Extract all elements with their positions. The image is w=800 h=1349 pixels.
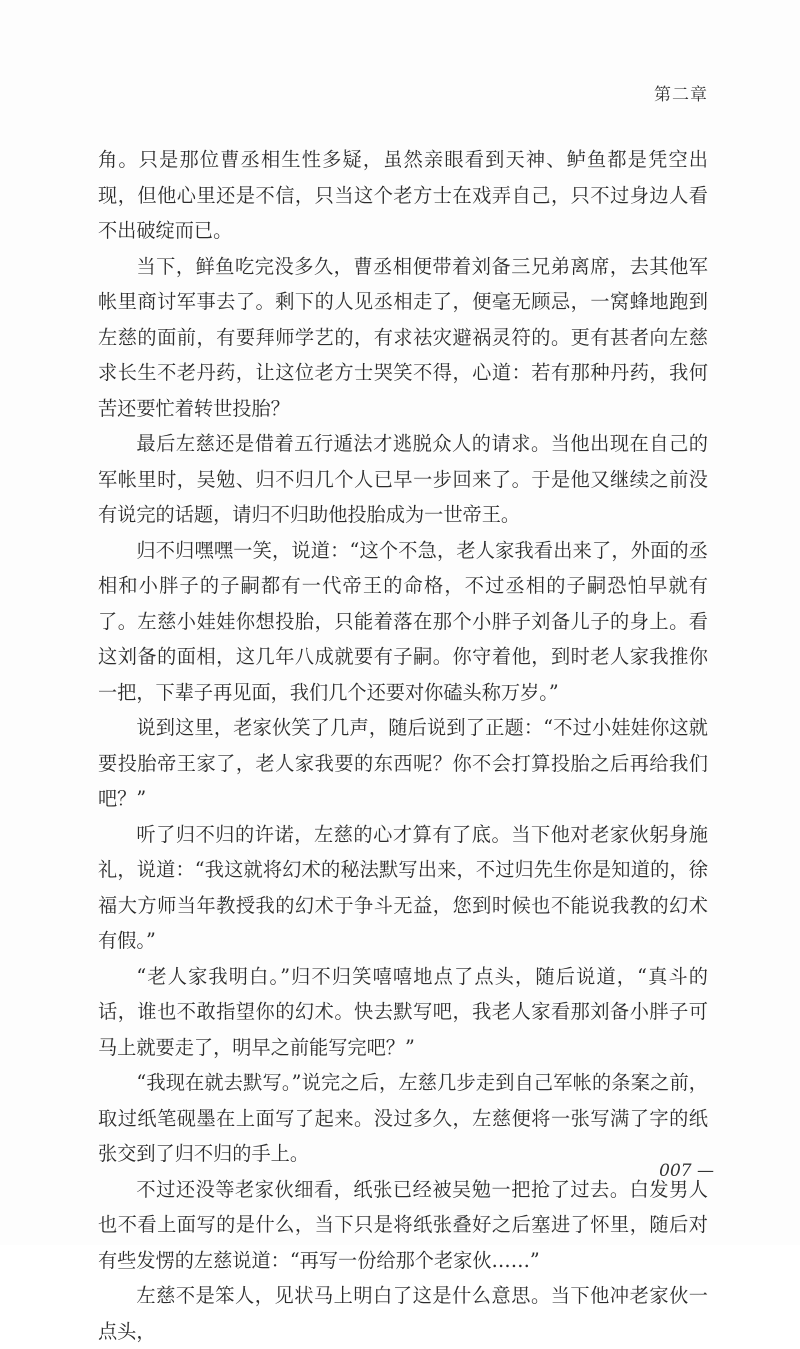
paragraph: 说到这里，老家伙笑了几声，随后说到了正题：“不过小娃娃你这就要投胎帝王家了，老人家我要的东西呢？你不会打算投胎之后再给我们吧？” (98, 716, 708, 810)
paragraph: “老人家我明白。”归不归笑嘻嘻地点了点头，随后说道，“真斗的话，谁也不敢指望你的幻术。快去默写吧，我老人家看那刘备小胖子可马上就要走了，明早之前能写完吧？” (98, 964, 708, 1059)
paragraph: 角。只是那位曹丞相生性多疑，虽然亲眼看到天神、鲈鱼都是凭空出现，但他心里还是不信，只当这个老方士在戏弄自己，只不过身边人看不出破绽而已。 (98, 148, 708, 242)
paragraph: 左慈不是笨人，见状马上明白了这是什么意思。当下他冲老家伙一点头， (98, 1284, 708, 1343)
paragraph: 最后左慈还是借着五行遁法才逃脱众人的请求。当他出现在自己的军帐里时，吴勉、归不归几个人已早一步回来了。于是他又继续之前没有说完的话题，请归不归助他投胎成为一世帝王。 (98, 432, 708, 526)
page-number: 007 — (659, 1161, 714, 1181)
paragraph: 归不归嘿嘿一笑，说道：“这个不急，老人家我看出来了，外面的丞相和小胖子的子嗣都有一代帝王的命格，不过丞相的子嗣恐怕早就有了。左慈小娃娃你想投胎，只能着落在那个小胖子刘备儿子的身上。看这刘备的面相，这几年八成就要有子嗣。你守着他，到时老人家我推你一把，下辈子再见面，我们几个还要对你磕头称万岁。” (98, 538, 708, 704)
paragraph: 当下，鲜鱼吃完没多久，曹丞相便带着刘备三兄弟离席，去其他军帐里商讨军事去了。剩下的人见丞相走了，便毫无顾忌，一窝蜂地跑到左慈的面前，有要拜师学艺的，有求祛灾避祸灵符的。更有甚者向左慈求长生不老丹药，让这位老方士哭笑不得，心道：若有那种丹药，我何苦还要忙着转世投胎？ (98, 254, 708, 420)
chapter-running-header: 第二章 (654, 85, 708, 105)
paragraph: 听了归不归的许诺，左慈的心才算有了底。当下他对老家伙躬身施礼，说道：“我这就将幻术的秘法默写出来，不过归先生你是知道的，徐福大方师当年教授我的幻术于争斗无益，您到时候也不能说我教的幻术有假。” (98, 822, 708, 952)
paragraph: “我现在就去默写。”说完之后，左慈几步走到自己军帐的条案之前，取过纸笔砚墨在上面写了起来。没过多久，左慈便将一张写满了字的纸张交到了归不归的手上。 (98, 1071, 708, 1165)
body-text (98, 142, 708, 1349)
paragraph: 不过还没等老家伙细看，纸张已经被吴勉一把抢了过去。白发男人也不看上面写的是什么，当下只是将纸张叠好之后塞进了怀里，随后对有些发愣的左慈说道：“再写一份给那个老家伙……” (98, 1177, 708, 1272)
